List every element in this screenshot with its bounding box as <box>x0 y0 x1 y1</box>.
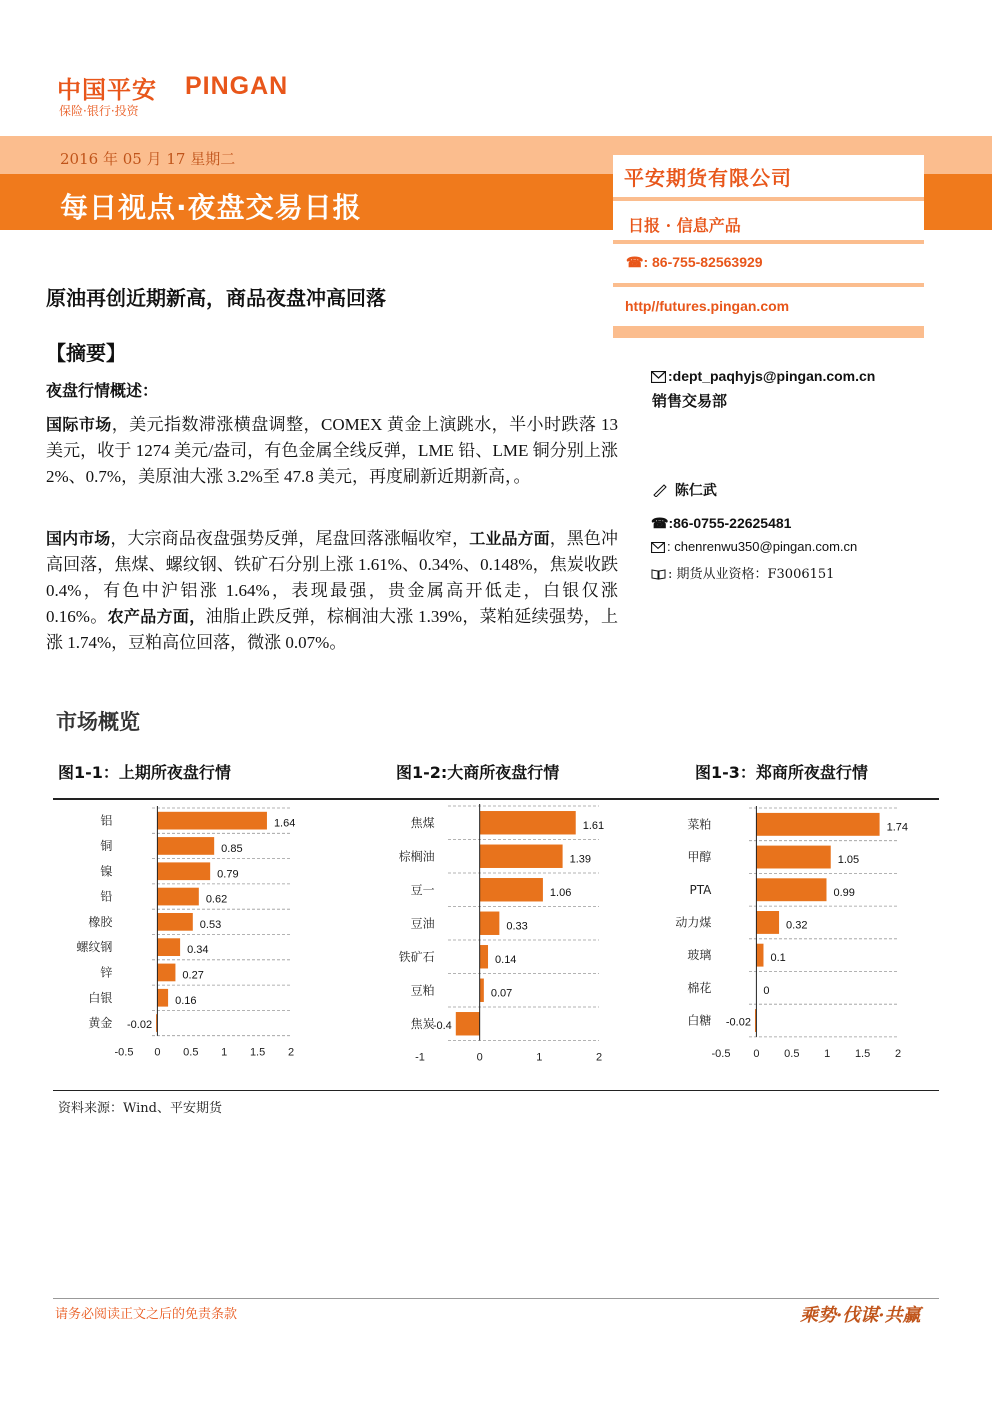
x-tick-label: 0 <box>476 1051 483 1064</box>
data-label: 0.27 <box>182 969 204 982</box>
category-label: PTA <box>689 882 712 897</box>
category-label: 甲醇 <box>687 850 712 865</box>
bar <box>756 944 763 967</box>
analyst-name: 陈仁武 <box>674 483 717 499</box>
x-tick-label: 1 <box>536 1051 543 1064</box>
bar <box>756 911 779 934</box>
chart-bottom-rule <box>53 1090 939 1091</box>
analyst <box>652 480 717 500</box>
x-tick-label: -0.5 <box>114 1046 134 1059</box>
data-label: 0.34 <box>187 944 209 957</box>
category-label: 铜 <box>100 838 113 853</box>
czce-bar-chart <box>646 800 936 1070</box>
category-label: 锌 <box>100 965 113 980</box>
company-phone-number: 86-755-82563929 <box>652 254 763 270</box>
category-label: 棉花 <box>687 980 712 995</box>
panel-divider <box>613 326 924 338</box>
category-label: 黄金 <box>88 1016 113 1031</box>
logo-en-text: PINGAN <box>185 72 289 100</box>
data-label: 0.62 <box>205 893 228 906</box>
abstract-heading: 【摘要】 <box>46 341 126 365</box>
pingan-logo <box>57 70 327 120</box>
intl-text: ，美元指数滞涨横盘调整，COMEX 黄金上演跳水，半小时跌落 13 美元，收于 1274 美元/盎司，有色金属全线反弹，LME 铅、LME 铜分别上涨 2%、0.7%，美原油大涨 3.2%至 47.8 美元，再度刷新近期新高，。 <box>46 415 618 486</box>
data-label: -0.02 <box>725 1016 751 1029</box>
dept-email-text: :dept_paqhyjs@pingan.com.cn <box>668 368 876 384</box>
panel-divider <box>613 197 924 201</box>
category-label: 镍 <box>100 864 113 879</box>
analyst-email[interactable] <box>651 539 857 554</box>
analyst-phone-number: :86-0755-22625481 <box>668 515 792 531</box>
analyst-license <box>651 563 834 582</box>
x-tick-label: 1.5 <box>249 1046 266 1059</box>
bar <box>756 878 826 901</box>
bar <box>157 964 175 982</box>
x-tick-label: 2 <box>595 1051 603 1064</box>
slogan: 乘势·伐谋·共赢 <box>800 1305 921 1326</box>
bar <box>456 1012 480 1035</box>
market-heading: 市场概览 <box>56 710 140 734</box>
category-label: 铝 <box>100 813 113 828</box>
data-label: 1.06 <box>549 886 572 899</box>
report-date: 2016 年 05 月 17 星期二 <box>60 150 236 168</box>
data-label: 0.14 <box>495 953 517 966</box>
bar <box>157 837 214 855</box>
category-label: 玻璃 <box>687 948 712 963</box>
x-tick-label: 2 <box>894 1047 902 1060</box>
data-label: 0.53 <box>199 918 222 931</box>
dce-bar-chart <box>350 800 640 1070</box>
company-phone: ☎: 86-755-82563929 <box>626 254 763 270</box>
product-type: 日报 · 信息产品 <box>628 216 741 235</box>
phone-icon: ☎ <box>626 254 644 270</box>
phone-icon: ☎ <box>651 515 669 531</box>
chart-title-shfe: 图1-1：上期所夜盘行情 <box>58 763 231 782</box>
bar <box>157 812 267 830</box>
bar <box>157 862 210 880</box>
data-label: 0.33 <box>506 920 528 933</box>
domestic-market-paragraph <box>46 526 618 656</box>
data-label: 0.07 <box>490 987 513 1000</box>
x-tick-label: 1 <box>221 1046 228 1059</box>
intl-market-paragraph <box>46 412 618 490</box>
category-label: 焦煤 <box>410 815 435 830</box>
x-tick-label: 1 <box>824 1047 831 1060</box>
data-label: 1.74 <box>886 821 909 834</box>
x-tick-label: 0 <box>753 1047 760 1060</box>
license-text: : 期货从业资格：F3006151 <box>668 567 835 582</box>
category-label: 焦炭 <box>410 1016 435 1031</box>
company-url[interactable]: http//futures.pingan.com <box>625 298 790 314</box>
category-label: 橡胶 <box>88 914 113 929</box>
footer-rule <box>53 1298 939 1299</box>
panel-divider <box>613 283 924 287</box>
category-label: 铅 <box>100 889 113 904</box>
data-label: 1.39 <box>569 853 592 866</box>
data-label: 0.1 <box>770 952 786 965</box>
department: 销售交易部 <box>652 392 728 410</box>
domestic-text-1: ，大宗商品夜盘强势反弹，尾盘回落涨幅收窄， <box>110 529 470 548</box>
category-label: 菜粕 <box>687 817 712 832</box>
data-label: 1.61 <box>582 819 605 832</box>
envelope-icon <box>651 371 666 383</box>
bar <box>756 813 879 836</box>
dept-email[interactable] <box>651 368 875 384</box>
intl-label: 国际市场 <box>46 415 112 434</box>
data-label: 0.99 <box>833 886 855 899</box>
x-tick-label: -1 <box>415 1051 425 1064</box>
domestic-text-3: 油脂止跌反弹，棕榈油大涨 1.39%，菜粕延续强势，上涨 1.74%，豆粕高位回落，微涨 0.07%。 <box>46 607 618 652</box>
bar <box>480 979 484 1002</box>
data-label: 0.32 <box>786 919 808 932</box>
x-tick-label: 0.5 <box>183 1046 199 1059</box>
bar <box>480 912 500 935</box>
book-icon <box>651 568 666 580</box>
overview-heading: 夜盘行情概述： <box>46 381 159 400</box>
data-label: 1.05 <box>837 854 860 867</box>
industrial-label: 工业品方面 <box>469 529 550 548</box>
x-tick-label: -0.5 <box>711 1047 731 1060</box>
x-tick-label: 0.5 <box>784 1047 800 1060</box>
x-tick-label: 0 <box>154 1046 161 1059</box>
bar <box>480 811 576 834</box>
headline: 原油再创近期新高，商品夜盘冲高回落 <box>46 286 386 310</box>
category-label: 动力煤 <box>675 915 712 930</box>
logo-cn-text: 中国平安 <box>57 76 157 104</box>
company-name: 平安期货有限公司 <box>624 166 792 190</box>
envelope-icon <box>651 542 665 553</box>
category-label: 豆油 <box>410 916 435 931</box>
x-tick-label: 1.5 <box>854 1047 871 1060</box>
category-label: 白糖 <box>687 1013 712 1028</box>
data-label: 1.64 <box>273 817 296 830</box>
report-title: 每日视点·夜盘交易日报 <box>60 191 362 224</box>
shfe-bar-chart <box>53 800 343 1070</box>
domestic-label: 国内市场 <box>46 529 111 548</box>
category-label: 豆一 <box>410 882 435 897</box>
category-label: 棕榈油 <box>398 849 435 864</box>
category-label: 铁矿石 <box>398 949 435 964</box>
bar <box>480 945 488 968</box>
category-label: 白银 <box>88 990 113 1005</box>
data-label: 0.79 <box>217 868 239 881</box>
data-label: 0.85 <box>221 842 243 855</box>
data-label: -0.02 <box>126 1019 153 1032</box>
category-label: 豆粕 <box>410 983 435 998</box>
bar <box>157 989 168 1007</box>
panel-divider <box>613 240 924 244</box>
bar <box>480 878 543 901</box>
x-tick-label: 2 <box>287 1046 295 1059</box>
data-label: -0.4 <box>432 1019 452 1032</box>
bar <box>157 888 198 906</box>
bar <box>157 913 192 931</box>
analyst-phone <box>651 515 791 532</box>
logo-tagline: 保险·银行·投资 <box>59 104 139 118</box>
data-source: 资料来源：Wind、平安期货 <box>58 1101 222 1116</box>
data-label: 0 <box>763 984 770 997</box>
pen-icon <box>652 483 668 497</box>
agri-label: 农产品方面， <box>107 607 206 626</box>
disclaimer-link[interactable]: 请务必阅读正文之后的免责条款 <box>55 1307 238 1322</box>
data-label: 0.16 <box>175 994 197 1007</box>
bar <box>756 846 830 869</box>
chart-title-dce: 图1-2:大商所夜盘行情 <box>396 763 560 782</box>
domestic-text-2: ，黑色冲高回落，焦煤、螺纹钢、铁矿石分别上涨 1.61%、0.34%、0.148%，焦炭收跌 0.4%，有色中沪铝涨 1.64%，表现最强，贵金属高开低走，白银仅涨 0.16%。 <box>46 529 618 626</box>
bar <box>157 938 180 956</box>
analyst-email-text: : chenrenwu350@pingan.com.cn <box>667 539 858 554</box>
chart-title-czce: 图1-3：郑商所夜盘行情 <box>695 763 868 782</box>
category-label: 螺纹钢 <box>76 940 113 955</box>
bar <box>480 845 563 868</box>
